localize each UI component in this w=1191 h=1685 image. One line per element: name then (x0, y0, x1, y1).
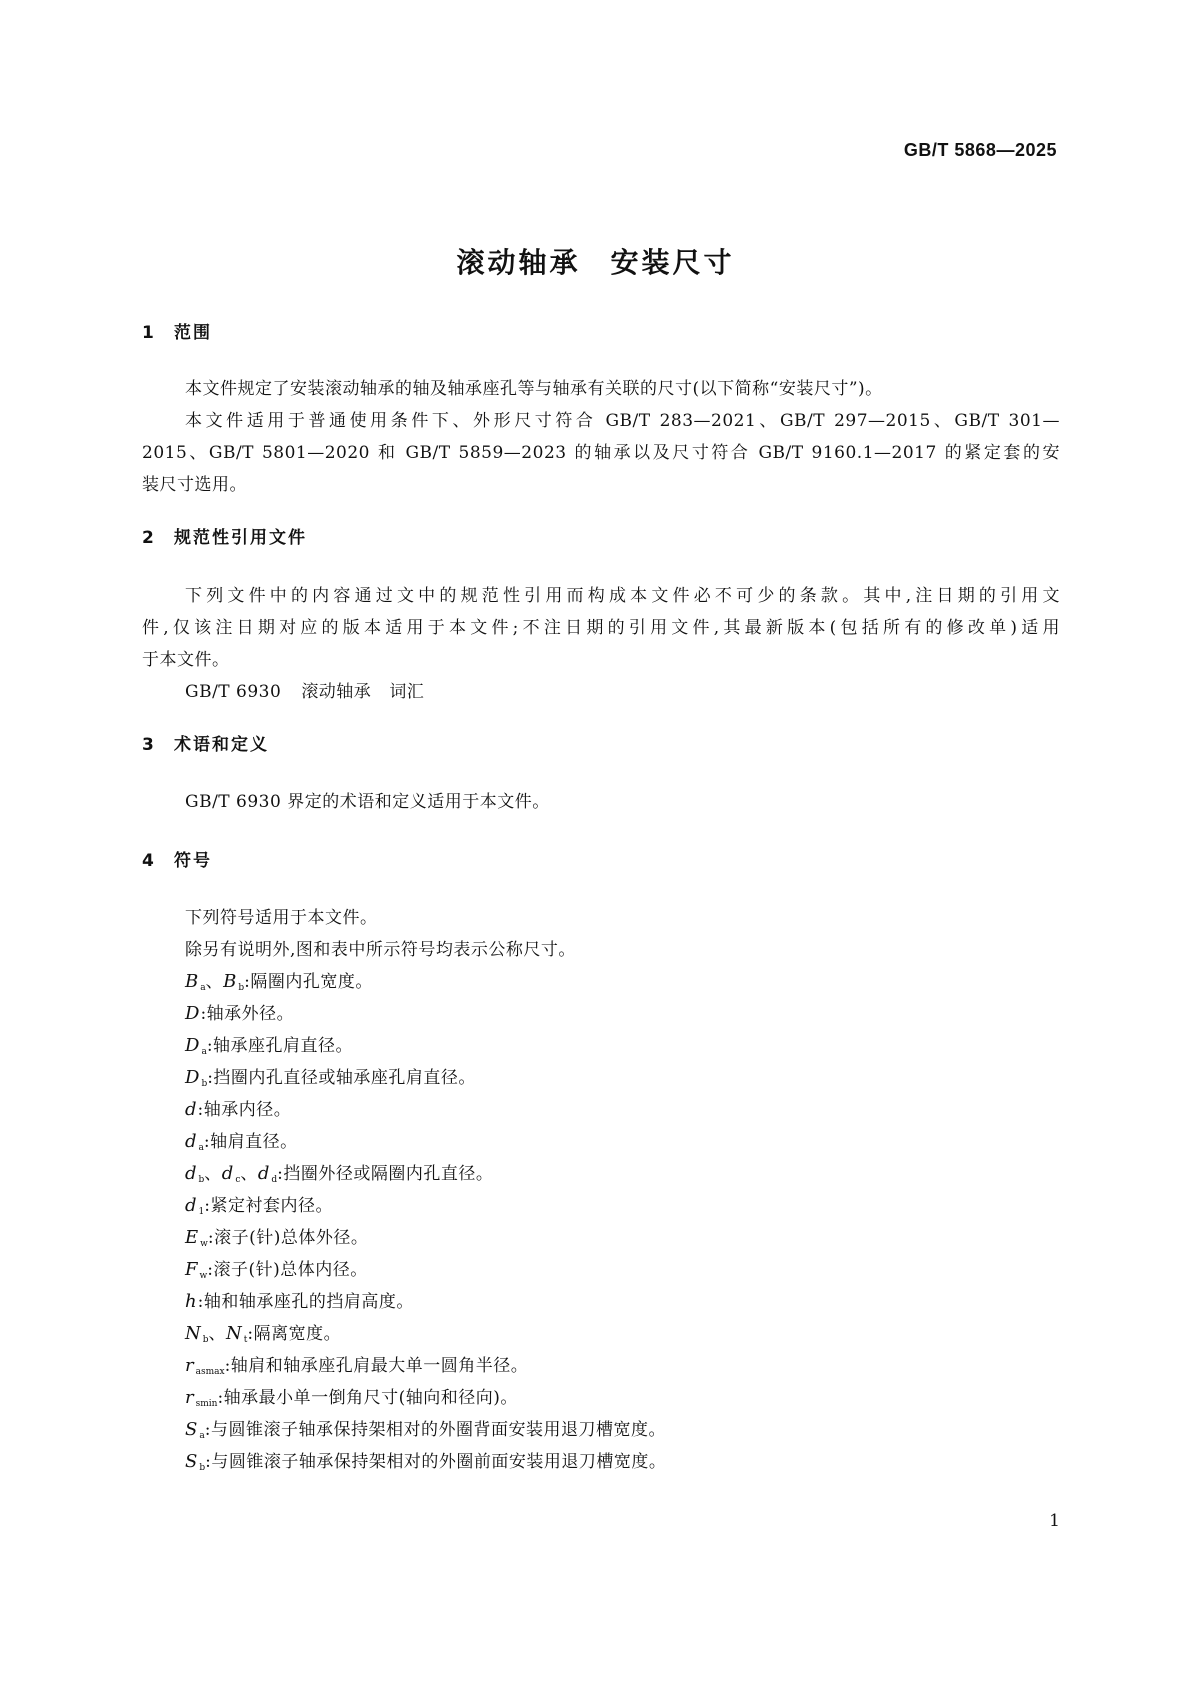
symbol-subscript: b (198, 1175, 205, 1185)
scope-body (142, 373, 1060, 501)
section-title: 符号 (174, 851, 212, 871)
reference-title-part-2: 词汇 (389, 682, 425, 702)
symbol-description: :隔圈内孔宽度。 (244, 972, 373, 992)
symbol-subscript: a (198, 1143, 204, 1153)
section-heading-scope (142, 318, 212, 348)
section-title: 范围 (174, 323, 212, 343)
scope-paragraph-1: 本文件规定了安装滚动轴承的轴及轴承座孔等与轴承有关联的尺寸(以下简称“安装尺寸”)。 (185, 379, 883, 399)
symbol-item (142, 1062, 1060, 1094)
symbol-item (142, 1030, 1060, 1062)
symbol-letter: B (185, 971, 200, 992)
symbol-subscript: asmax (195, 1367, 225, 1377)
symbol-item (142, 1286, 1060, 1318)
symbol-item (142, 1158, 1060, 1190)
section-heading-symbols (142, 846, 212, 876)
section-heading-normative-references (142, 523, 307, 553)
symbol-subscript: b (202, 1335, 209, 1345)
symbol-description: :滚子(针)总体内径。 (207, 1260, 368, 1280)
page-number: 1 (1049, 1511, 1060, 1531)
symbol-subscript: w (199, 1271, 208, 1281)
symbol-subscript: a (199, 1431, 205, 1441)
symbol-letter: d (185, 1163, 198, 1184)
document-title (0, 243, 1191, 283)
reference-entry (142, 676, 1060, 708)
section-number: 3 (142, 735, 154, 755)
symbol-separator: 、 (204, 1164, 222, 1184)
symbol-letter: S (185, 1419, 199, 1440)
section-title: 术语和定义 (174, 735, 269, 755)
section-number: 2 (142, 528, 154, 548)
symbol-subscript: b (201, 1079, 208, 1089)
symbols-intro-1: 下列符号适用于本文件。 (185, 908, 378, 928)
scope-paragraph-2-line-3: 装尺寸选用。 (142, 475, 247, 495)
symbol-letter: d (257, 1163, 271, 1184)
symbol-letter: d (185, 1195, 198, 1216)
normative-paragraph-line-1: 下列文件中的内容通过文中的规范性引用而构成本文件必不可少的条款。其中,注日期的引用文 (185, 586, 1060, 606)
symbol-item (142, 1094, 1060, 1126)
symbol-description: :轴承最小单一倒角尺寸(轴向和径向)。 (217, 1388, 518, 1408)
symbol-item (142, 1414, 1060, 1446)
normative-paragraph-line-3: 于本文件。 (142, 650, 230, 670)
symbol-description: :挡圈内孔直径或轴承座孔肩直径。 (207, 1068, 476, 1088)
symbol-letter: E (185, 1227, 200, 1248)
symbol-letter: D (185, 1003, 201, 1024)
section-number: 4 (142, 851, 154, 871)
symbol-item (142, 1126, 1060, 1158)
symbol-description: :轴和轴承座孔的挡肩高度。 (197, 1292, 414, 1312)
symbol-subscript: 1 (198, 1207, 205, 1217)
symbol-item (142, 1350, 1060, 1382)
symbols-intro-2: 除另有说明外,图和表中所示符号均表示公称尺寸。 (185, 940, 576, 960)
symbol-letter: d (185, 1131, 198, 1152)
symbol-description: :与圆锥滚子轴承保持架相对的外圈前面安装用退刀槽宽度。 (205, 1452, 667, 1472)
symbol-item (142, 998, 1060, 1030)
symbol-subscript: b (238, 983, 245, 993)
symbol-letter: D (185, 1035, 201, 1056)
symbol-description: :轴承外径。 (200, 1004, 295, 1024)
symbol-item (142, 1446, 1060, 1478)
symbol-item (142, 1382, 1060, 1414)
symbol-subscript: t (243, 1335, 248, 1345)
reference-code: GB/T 6930 (185, 682, 282, 702)
symbol-separator: 、 (205, 972, 224, 992)
symbol-letter: d (185, 1099, 198, 1120)
terms-paragraph: GB/T 6930 界定的术语和定义适用于本文件。 (185, 792, 550, 812)
symbol-subscript: smin (195, 1399, 218, 1409)
title-part-1: 滚动轴承 (456, 246, 581, 279)
symbol-separator: 、 (240, 1164, 258, 1184)
symbol-item (142, 1190, 1060, 1222)
symbol-description: :轴肩直径。 (203, 1132, 298, 1152)
symbol-description: :挡圈外径或隔圈内孔直径。 (277, 1164, 494, 1184)
symbol-subscript: b (199, 1463, 206, 1473)
symbol-description: :轴承座孔肩直径。 (206, 1036, 354, 1056)
symbol-letter: r (185, 1387, 195, 1408)
standard-number: GB/T 5868—2025 (903, 140, 1057, 160)
symbol-description: :轴承内径。 (197, 1100, 292, 1120)
terms-body (142, 786, 1060, 818)
symbol-letter: B (223, 971, 238, 992)
symbol-letter: S (185, 1451, 199, 1472)
symbol-subscript: w (200, 1239, 208, 1249)
section-heading-terms (142, 730, 269, 760)
symbol-subscript: a (201, 1047, 207, 1057)
symbol-letter: D (185, 1067, 201, 1088)
symbol-subscript: c (235, 1175, 241, 1185)
symbol-separator: 、 (208, 1324, 227, 1344)
symbol-description: :隔离宽度。 (247, 1324, 342, 1344)
symbol-subscript: d (271, 1175, 278, 1185)
reference-title-part-1: 滚动轴承 (301, 682, 372, 702)
symbol-list (142, 966, 1060, 1478)
symbol-description: :紧定衬套内径。 (204, 1196, 333, 1216)
symbol-description: :滚子(针)总体外径。 (207, 1228, 369, 1248)
scope-paragraph-2-line-2: 2015、GB/T 5801—2020 和 GB/T 5859—2023 的轴承以及尺寸符合 GB/T 9160.1—2017 的紧定套的安 (142, 443, 1060, 463)
section-title: 规范性引用文件 (174, 528, 307, 548)
symbol-description: :与圆锥滚子轴承保持架相对的外圈背面安装用退刀槽宽度。 (204, 1420, 666, 1440)
title-part-2: 安装尺寸 (610, 246, 735, 279)
symbol-letter: N (185, 1323, 202, 1344)
symbol-letter: d (221, 1163, 235, 1184)
normative-body (142, 580, 1060, 708)
symbol-subscript: a (200, 983, 206, 993)
section-number: 1 (142, 323, 154, 343)
symbol-description: :轴肩和轴承座孔肩最大单一圆角半径。 (224, 1356, 529, 1376)
symbol-item (142, 1318, 1060, 1350)
symbol-item (142, 1222, 1060, 1254)
symbol-item (142, 966, 1060, 998)
symbol-item (142, 1254, 1060, 1286)
symbol-letter: h (185, 1291, 198, 1312)
symbol-letter: r (185, 1355, 195, 1376)
symbol-letter: F (185, 1259, 199, 1280)
normative-paragraph-line-2: 件,仅该注日期对应的版本适用于本文件;不注日期的引用文件,其最新版本(包括所有的修改单)适用 (142, 618, 1060, 638)
symbols-body (142, 902, 1060, 1478)
symbol-letter: N (226, 1323, 243, 1344)
scope-paragraph-2-line-1: 本文件适用于普通使用条件下、外形尺寸符合 GB/T 283—2021、GB/T 297—2015、GB/T 301— (185, 411, 1060, 431)
